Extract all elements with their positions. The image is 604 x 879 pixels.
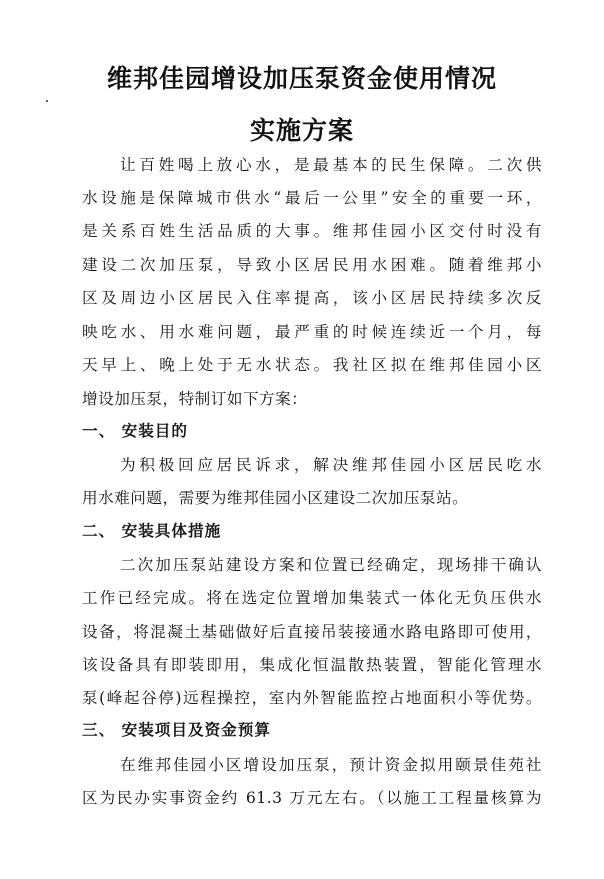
section-heading-purpose: 一、 安装目的 — [82, 422, 188, 440]
section-line: 为积极回应居民诉求，解决维邦佳园小区居民吃水 — [120, 456, 542, 474]
section-heading-budget: 三、 安装项目及资金预算 — [82, 721, 271, 739]
section-line: 该设备具有即装即用，集成化恒温散热装置，智能化管理水 — [82, 656, 542, 674]
intro-line: 映吃水、用水难问题，最严重的时候连续近一个月，每 — [82, 323, 542, 341]
intro-line: 是关系百姓生活品质的大事。维邦佳园小区交付时没有 — [82, 222, 542, 240]
section-line: 设备，将混凝土基础做好后直接吊装接通水路电路即可使用， — [82, 623, 542, 641]
section-line: 区为民办实事资金约 61.3 万元左右。（以施工工程量核算为 — [82, 789, 542, 807]
intro-line: 水设施是保障城市供水“最后一公里”安全的重要一环， — [82, 189, 542, 207]
section-line: 二次加压泵站建设方案和位置已经确定，现场排干确认 — [120, 556, 542, 574]
section-line: 在维邦佳园小区增设加压泵，预计资金拟用颐景佳苑社 — [120, 756, 542, 774]
section-heading-measures: 二、 安装具体措施 — [82, 522, 222, 540]
document-subtitle: 实施方案 — [249, 116, 354, 145]
intro-line: 天早上、晚上处于无水状态。我社区拟在维邦佳园小区 — [82, 356, 542, 374]
intro-line: 区及周边小区居民入住率提高，该小区居民持续多次反 — [82, 289, 542, 307]
section-line: 泵(峰起谷停)远程操控，室内外智能监控占地面积小等优势。 — [82, 689, 542, 707]
intro-line: 建设二次加压泵，导致小区居民用水困难。随着维邦小 — [82, 256, 542, 274]
intro-line: 增设加压泵，特制订如下方案： — [82, 390, 308, 408]
intro-line: 让百姓喝上放心水，是最基本的民生保障。二次供 — [120, 156, 542, 174]
document-title: 维邦佳园增设加压泵资金使用情况 — [106, 64, 497, 93]
scan-speck — [46, 100, 48, 102]
section-line: 工作已经完成。将在选定位置增加集装式一体化无负压供水 — [82, 589, 542, 607]
section-line: 用水难问题，需要为维邦佳园小区建设二次加压泵站。 — [82, 489, 469, 507]
